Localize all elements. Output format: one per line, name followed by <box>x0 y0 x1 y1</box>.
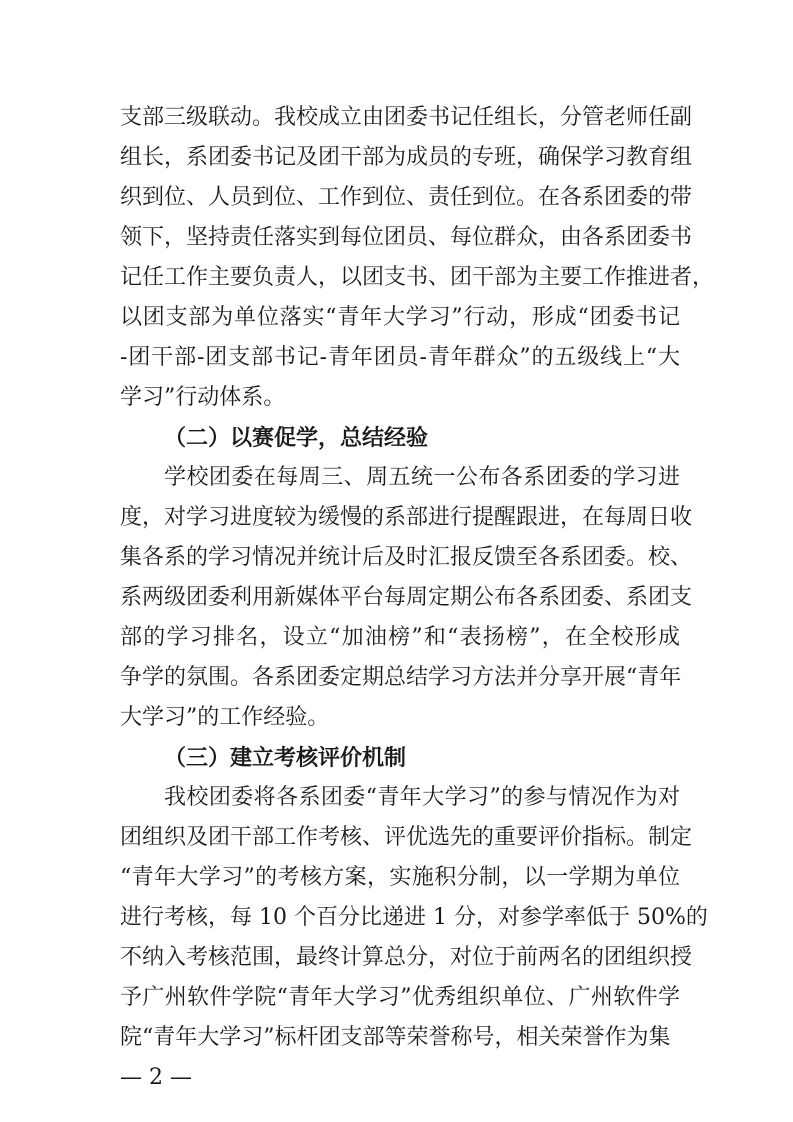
paragraph-line: 学习”行动体系。 <box>120 385 286 410</box>
paragraph-line: 进行考核，每 10 个百分比递进 1 分，对参学率低于 50%的 <box>120 905 708 930</box>
paragraph-line: 大学习”的工作经验。 <box>120 705 330 730</box>
section-heading: （二）以赛促学，总结经验 <box>164 425 429 451</box>
paragraph-line: 织到位、人员到位、工作到位、责任到位。在各系团委的带 <box>120 185 693 210</box>
paragraph-line: 院“青年大学习”标杆团支部等荣誉称号，相关荣誉作为集 <box>120 1025 671 1050</box>
paragraph-line: 系两级团委利用新媒体平台每周定期公布各系团委、系团支 <box>120 585 693 610</box>
paragraph-line: 团组织及团干部工作考核、评优选先的重要评价指标。制定 <box>120 825 693 850</box>
paragraph-line: 支部三级联动。我校成立由团委书记任组长，分管老师任副 <box>120 105 693 130</box>
paragraph-line: 组长，系团委书记及团干部为成员的专班，确保学习教育组 <box>120 145 693 170</box>
section-heading: （三）建立考核评价机制 <box>164 745 407 771</box>
paragraph-line: 领下，坚持责任落实到每位团员、每位群众，由各系团委书 <box>120 225 693 250</box>
paragraph-line: 我校团委将各系团委“青年大学习”的参与情况作为对 <box>164 785 680 810</box>
paragraph-line: 争学的氛围。各系团委定期总结学习方法并分享开展“青年 <box>120 665 682 690</box>
paragraph-line: 予广州软件学院“青年大学习”优秀组织单位、广州软件学 <box>120 985 680 1010</box>
paragraph-line: 度，对学习进度较为缓慢的系部进行提醒跟进，在每周日收 <box>120 505 693 530</box>
paragraph-line: 学校团委在每周三、周五统一公布各系团委的学习进 <box>164 465 680 490</box>
paragraph-line: 不纳入考核范围，最终计算总分，对位于前两名的团组织授 <box>120 945 693 970</box>
paragraph-line: “青年大学习”的考核方案，实施积分制，以一学期为单位 <box>120 865 680 890</box>
paragraph-line: 以团支部为单位落实“青年大学习”行动，形成“团委书记 <box>120 305 680 330</box>
paragraph-line: 部的学习排名，设立“加油榜”和“表扬榜”，在全校形成 <box>120 625 680 650</box>
paragraph-line: 集各系的学习情况并统计后及时汇报反馈至各系团委。校、 <box>120 545 693 570</box>
paragraph-line: -团干部-团支部书记-青年团员-青年群众”的五级线上“大 <box>120 345 680 370</box>
page-number: — 2 — <box>120 1065 192 1090</box>
paragraph-line: 记任工作主要负责人，以团支书、团干部为主要工作推进者， <box>120 265 715 290</box>
